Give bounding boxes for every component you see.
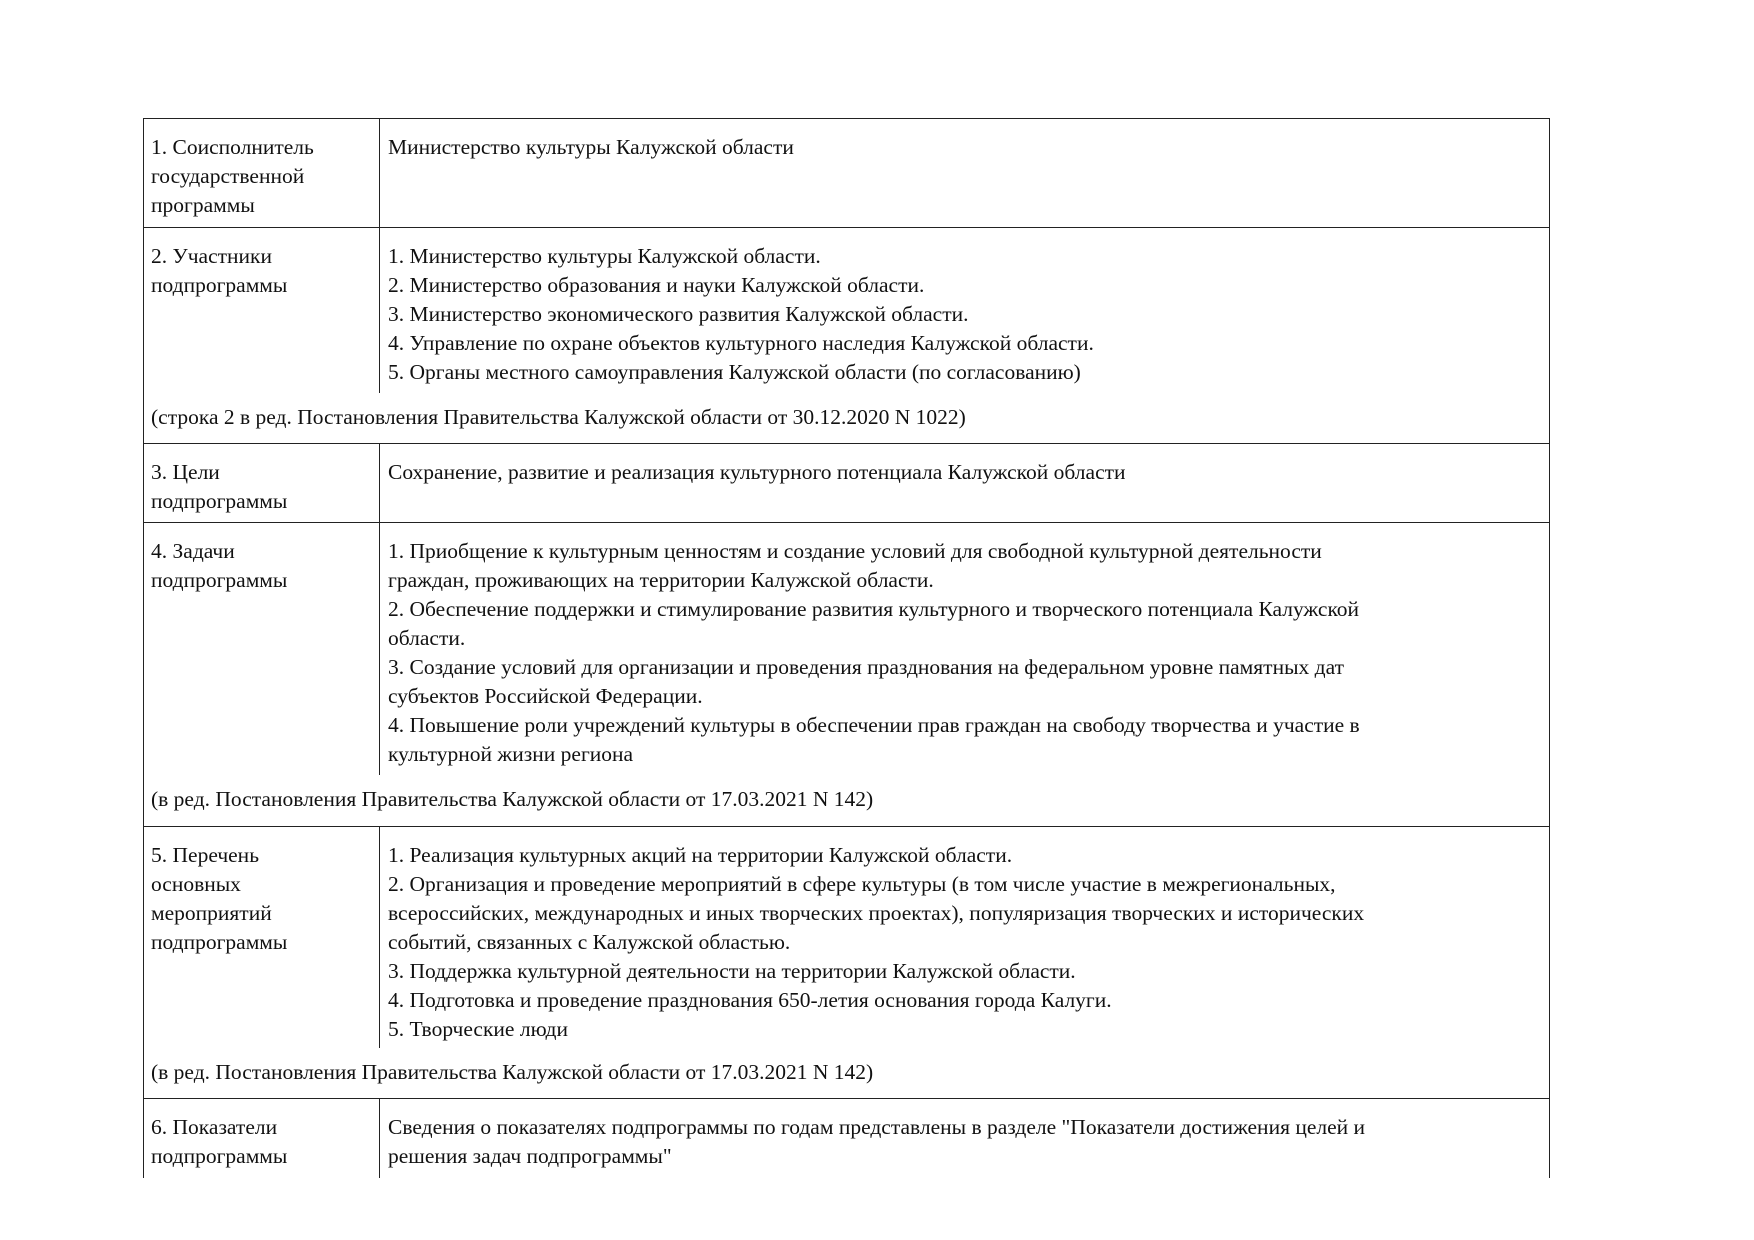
- text-line: области.: [388, 626, 466, 650]
- text-line: 4. Повышение роли учреждений культуры в обеспечении прав граждан на свободу творчества и участие в: [388, 713, 1360, 737]
- text-line: 3. Создание условий для организации и проведения празднования на федеральном уровне памятных дат: [388, 655, 1344, 679]
- table-row: [144, 523, 1549, 827]
- text-line: 3. Министерство экономического развития Калужской области.: [388, 302, 969, 326]
- text-line: подпрограммы: [151, 568, 288, 592]
- text-line: субъектов Российской Федерации.: [388, 684, 703, 708]
- text-line: 5. Органы местного самоуправления Калужской области (по согласованию): [388, 360, 1081, 384]
- column-divider: [379, 523, 380, 775]
- text-line: подпрограммы: [151, 930, 288, 954]
- text-line: 2. Участники: [151, 244, 272, 268]
- text-line: подпрограммы: [151, 1144, 288, 1168]
- row-label: [151, 458, 371, 516]
- row-label: [151, 537, 371, 595]
- text-line: 2. Обеспечение поддержки и стимулирование развития культурного и творческого потенциала Калужской: [388, 597, 1360, 621]
- column-divider: [379, 119, 380, 228]
- text-line: Сохранение, развитие и реализация культурного потенциала Калужской области: [388, 460, 1126, 484]
- column-divider: [379, 444, 380, 523]
- text-line: 4. Управление по охране объектов культурного наследия Калужской области.: [388, 331, 1094, 355]
- text-line: событий, связанных с Калужской областью.: [388, 930, 791, 954]
- column-divider: [379, 1099, 380, 1178]
- text-line: основных: [151, 872, 241, 896]
- text-line: Министерство культуры Калужской области: [388, 135, 794, 159]
- row-label: [151, 242, 371, 300]
- subprogram-passport-table: [143, 118, 1550, 1178]
- column-divider: [379, 228, 380, 393]
- text-line: 1. Реализация культурных акций на территории Калужской области.: [388, 843, 1013, 867]
- text-line: программы: [151, 193, 255, 217]
- text-line: 3. Поддержка культурной деятельности на территории Калужской области.: [388, 959, 1076, 983]
- text-line: 4. Подготовка и проведение празднования 650-летия основания города Калуги.: [388, 988, 1112, 1012]
- text-line: 2. Организация и проведение мероприятий в сфере культуры (в том числе участие в межрегиональных,: [388, 872, 1336, 896]
- text-line: 6. Показатели: [151, 1115, 278, 1139]
- row-content: [388, 537, 1538, 769]
- text-line: мероприятий: [151, 901, 272, 925]
- row-content: [388, 1113, 1538, 1171]
- text-line: решения задач подпрограммы": [388, 1144, 672, 1168]
- table-row: [144, 119, 1549, 228]
- text-line: культурной жизни региона: [388, 742, 634, 766]
- row-content: [388, 841, 1538, 1044]
- row-label: [151, 1113, 371, 1171]
- table-row: [144, 444, 1549, 523]
- amendment-note: (в ред. Постановления Правительства Калужской области от 17.03.2021 N 142): [151, 1060, 874, 1084]
- row-content: [388, 458, 1538, 487]
- table-row: [144, 228, 1549, 444]
- text-line: 4. Задачи: [151, 539, 235, 563]
- amendment-note: (в ред. Постановления Правительства Калужской области от 17.03.2021 N 142): [151, 787, 874, 811]
- amendment-note: (строка 2 в ред. Постановления Правительства Калужской области от 30.12.2020 N 1022): [151, 405, 966, 429]
- text-line: 5. Творческие люди: [388, 1017, 568, 1041]
- text-line: 1. Соисполнитель: [151, 135, 314, 159]
- row-label: [151, 841, 371, 957]
- row-content: [388, 242, 1538, 387]
- table-row: [144, 1099, 1549, 1178]
- column-divider: [379, 827, 380, 1048]
- text-line: 1. Приобщение к культурным ценностям и создание условий для свободной культурной деятельности: [388, 539, 1322, 563]
- text-line: подпрограммы: [151, 273, 288, 297]
- text-line: всероссийских, международных и иных творческих проектах), популяризация творческих и исторических: [388, 901, 1365, 925]
- text-line: Сведения о показателях подпрограммы по годам представлены в разделе "Показатели достижения целей и: [388, 1115, 1366, 1139]
- text-line: 5. Перечень: [151, 843, 259, 867]
- row-content: [388, 133, 1538, 162]
- text-line: 3. Цели: [151, 460, 220, 484]
- text-line: 2. Министерство образования и науки Калужской области.: [388, 273, 925, 297]
- table-row: [144, 827, 1549, 1099]
- text-line: 1. Министерство культуры Калужской области.: [388, 244, 821, 268]
- row-label: [151, 133, 371, 220]
- text-line: подпрограммы: [151, 489, 288, 513]
- text-line: государственной: [151, 164, 305, 188]
- text-line: граждан, проживающих на территории Калужской области.: [388, 568, 934, 592]
